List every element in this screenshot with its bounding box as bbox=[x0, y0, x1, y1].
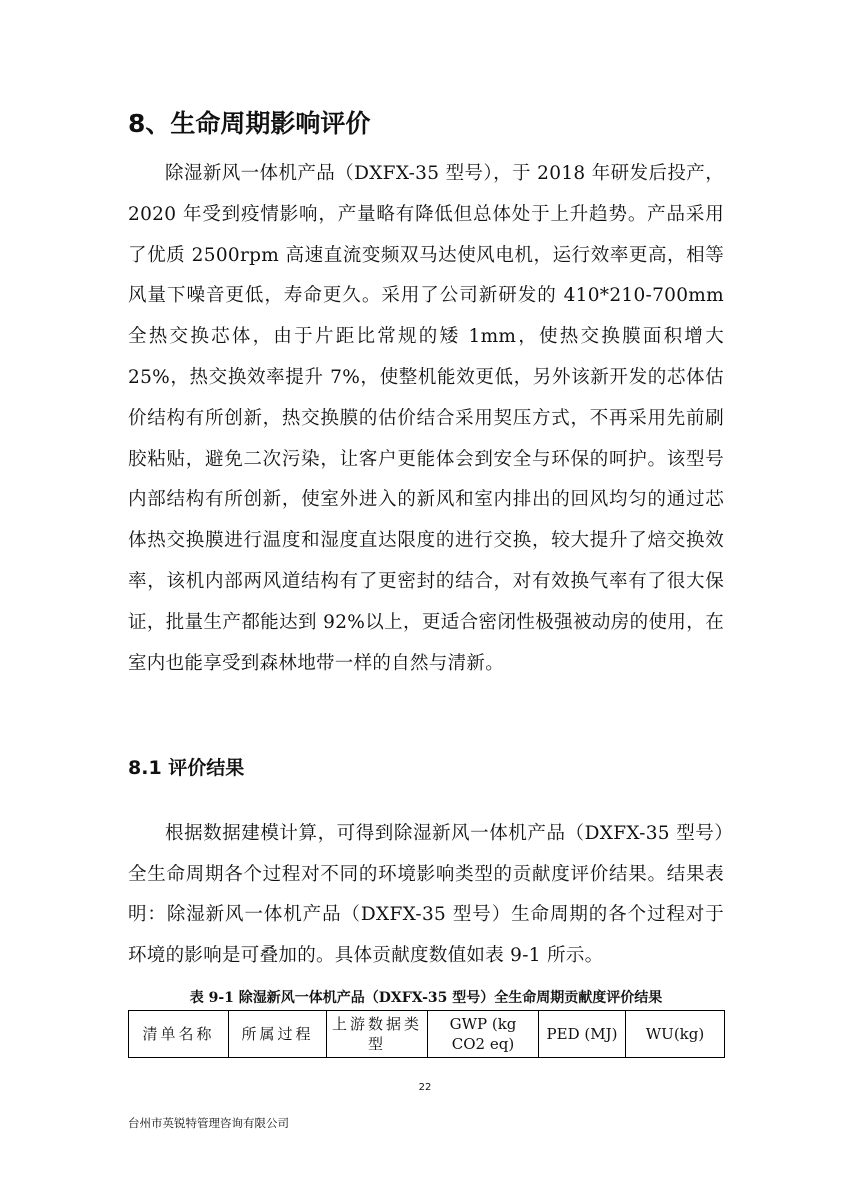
table-caption: 表 9-1 除湿新风一体机产品（DXFX-35 型号）全生命周期贡献度评价结果 bbox=[189, 990, 663, 1006]
result-paragraph: 根据数据建模计算，可得到除湿新风一体机产品（DXFX-35 型号）全生命周期各个过程对不同的环境影响类型的贡献度评价结果。结果表明：除湿新风一体机产品（DXFX-35 型号）生命周期的各个过程对于环境的影响是可叠加的。具体贡献度数值如表 9-1 所示。 bbox=[128, 823, 724, 966]
header-inventory-name: 清单名称 bbox=[129, 1011, 229, 1058]
header-process: 所属过程 bbox=[229, 1011, 327, 1058]
subsection-heading: 8.1 评价结果 bbox=[128, 757, 245, 779]
page-number: 22 bbox=[418, 1082, 432, 1093]
header-gwp: GWP (kg CO2 eq) bbox=[428, 1011, 539, 1058]
contribution-table bbox=[128, 1010, 725, 1058]
header-ped: PED (MJ) bbox=[539, 1011, 626, 1058]
header-wu: WU(kg) bbox=[626, 1011, 725, 1058]
header-upstream-data-type: 上游数据类型 bbox=[327, 1011, 428, 1058]
section-heading: 8、生命周期影响评价 bbox=[128, 109, 371, 138]
table-header-row bbox=[129, 1011, 725, 1058]
page-footer: 台州市英锐特管理咨询有限公司 bbox=[128, 1116, 289, 1130]
intro-paragraph: 除湿新风一体机产品（DXFX-35 型号），于 2018 年研发后投产，2020 年受到疫情影响，产量略有降低但总体处于上升趋势。产品采用了优质 2500rpm 高速直流变频双马达使风电机，运行效率更高，相等风量下噪音更低，寿命更久。采用了公司新研发的 410*210-700mm 全热交换芯体，由于片距比常规的矮 1mm，使热交换膜面积增大 25%，热交换效率提升 7%，使整机能效更低，另外该新开发的芯体估价结构有所创新，热交换膜的估价结合采用契压方式，不再采用先前刷胶粘贴，避免二次污染，让客户更能体会到安全与环保的呵护。该型号内部结构有所创新，使室外进入的新风和室内排出的回风均匀的通过芯体热交换膜进行温度和湿度直达限度的进行交换，较大提升了焙交换效率，该机内部两风道结构有了更密封的结合，对有效换气率有了很大保证，批量生产都能达到 92%以上，更适合密闭性极强被动房的使用，在室内也能享受到森林地带一样的自然与清新。 bbox=[128, 163, 724, 674]
